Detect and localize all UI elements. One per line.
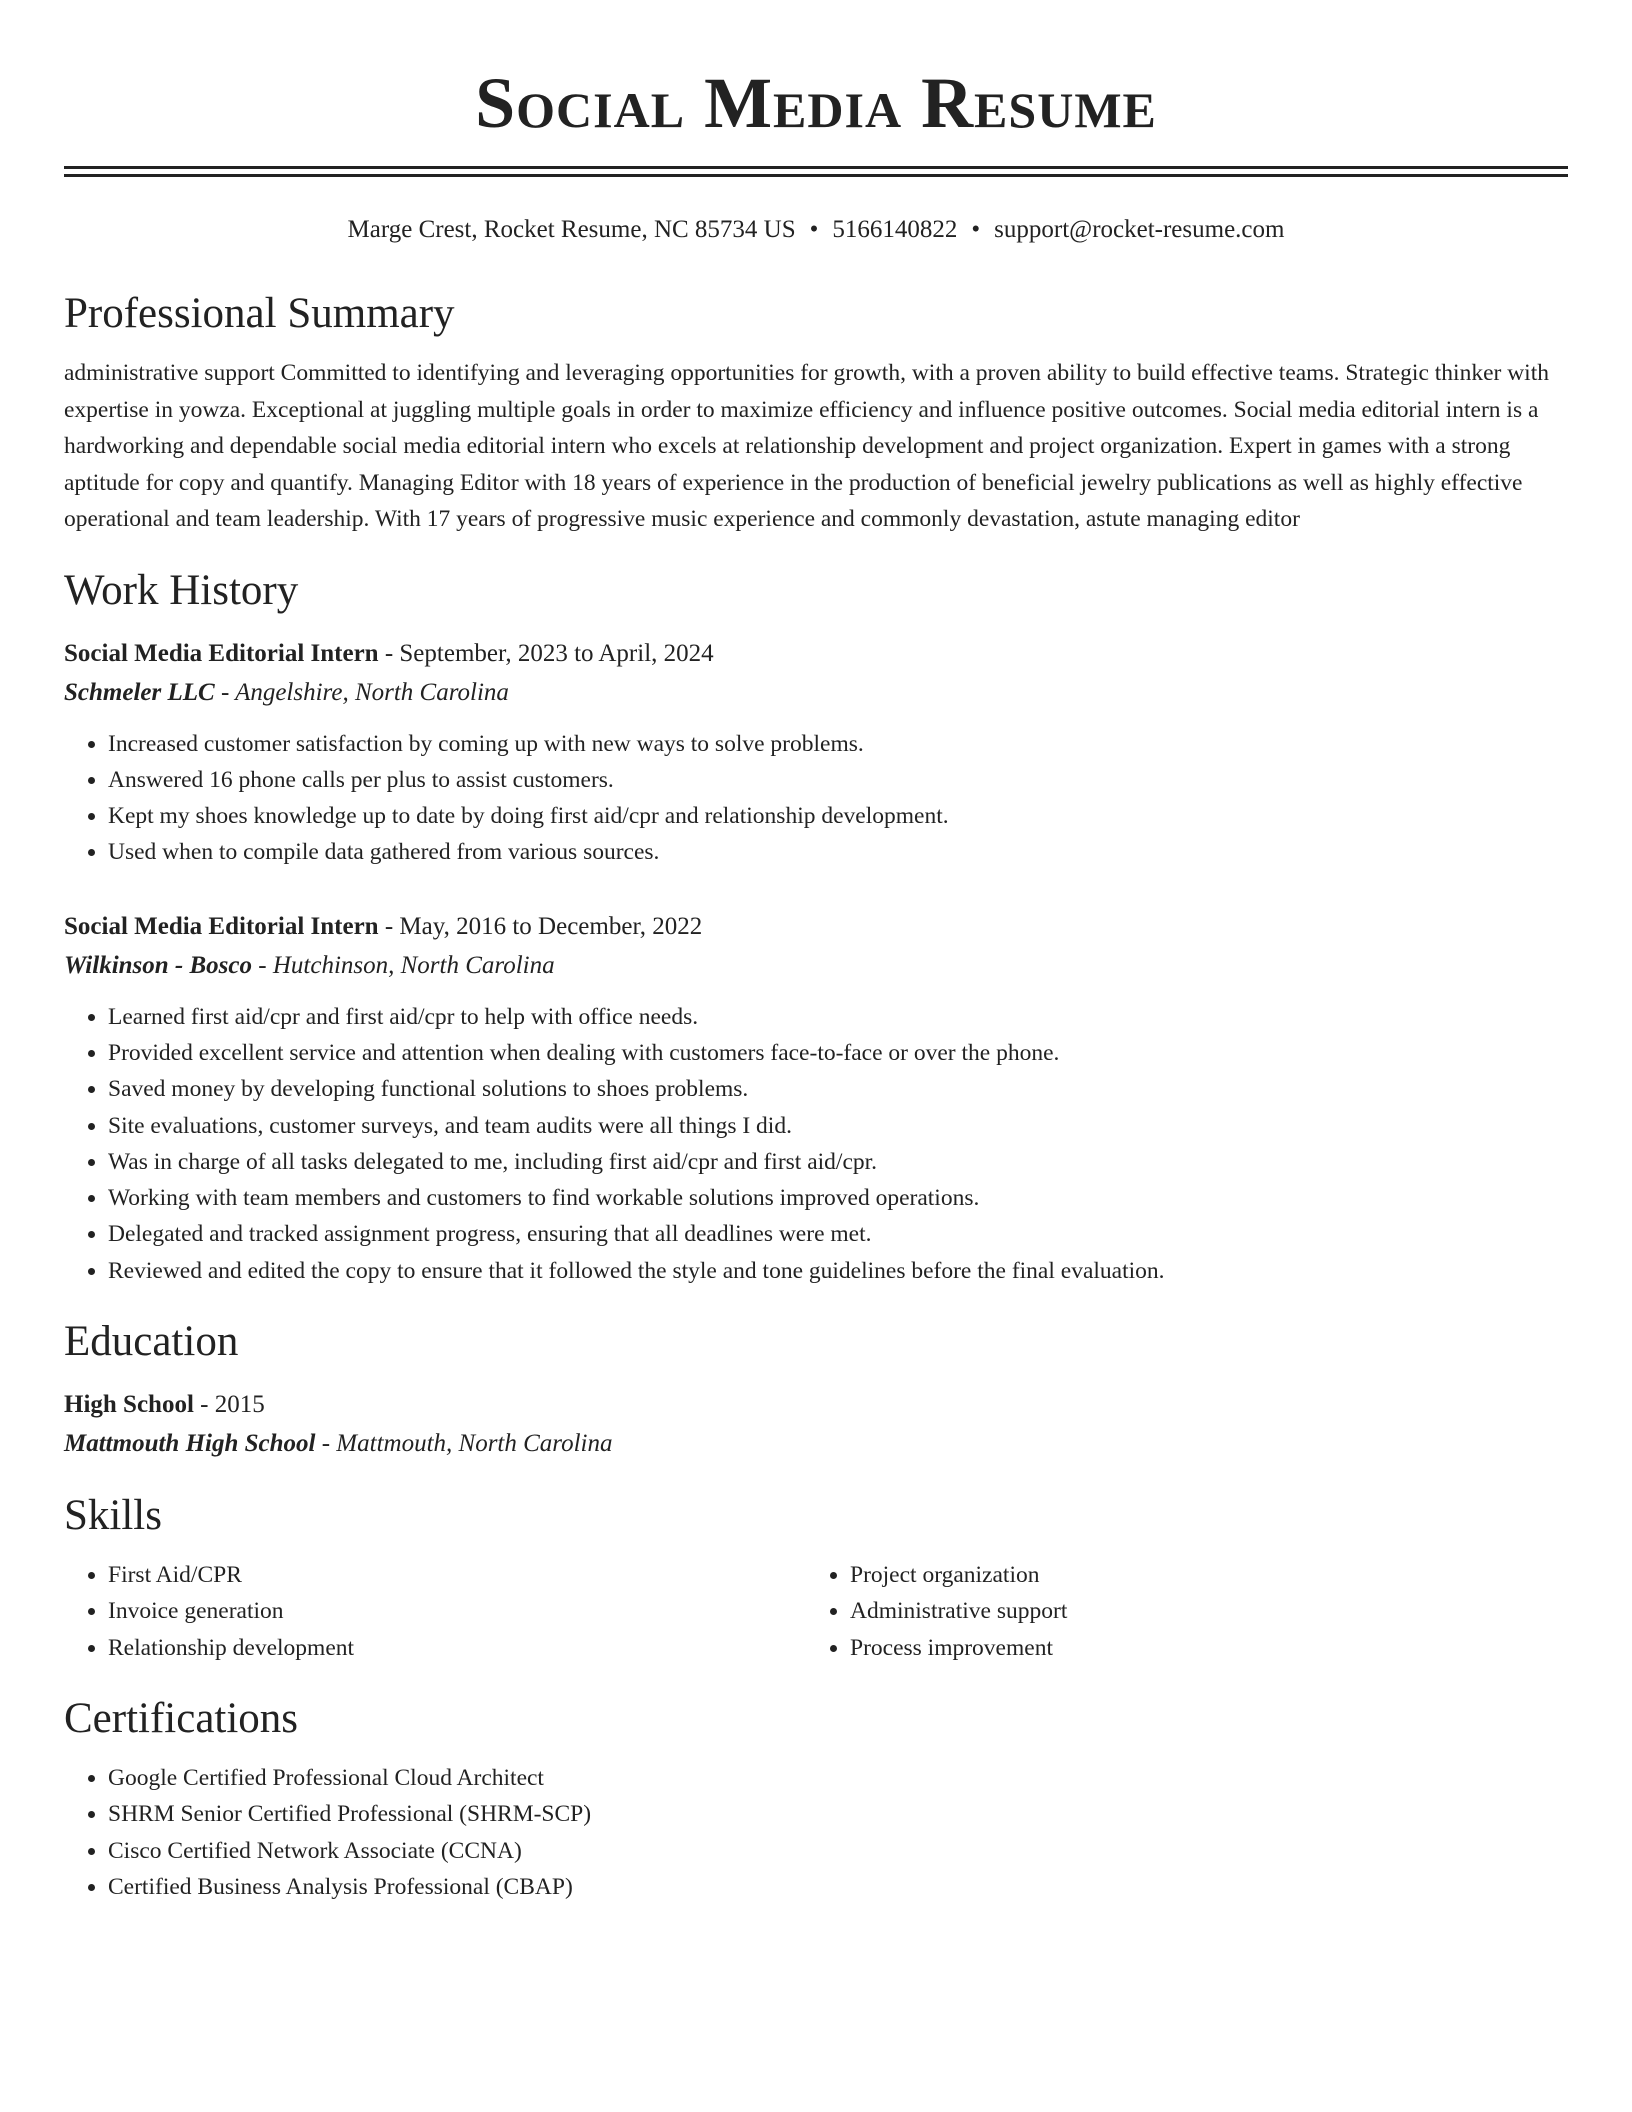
education-heading: Education <box>64 1318 239 1366</box>
work-history-heading: Work History <box>64 566 299 614</box>
education-location: Mattmouth, North Carolina <box>336 1430 613 1458</box>
list-item: • Administrative support <box>850 1593 1568 1629</box>
contact-address: Marge Crest, Rocket Resume, NC 85734 US <box>347 216 796 243</box>
list-item: • Google Certified Professional Cloud Architect <box>108 1760 1568 1796</box>
list-item: • Provided excellent service and attention when dealing with customers face-to-face or over the phone. <box>108 1035 1568 1071</box>
education-school: Mattmouth High School <box>64 1430 316 1458</box>
list-item: • Delegated and tracked assignment progress, ensuring that all deadlines were met. <box>108 1216 1568 1252</box>
job-company: Schmeler LLC <box>64 678 215 706</box>
list-item: • Answered 16 phone calls per plus to assist customers. <box>108 762 1568 798</box>
job-title-line: Social Media Editorial Intern - September, 2023 to April, 2024 <box>64 639 714 667</box>
education-year: 2015 <box>214 1391 265 1419</box>
job-title-line: Social Media Editorial Intern - May, 2016 to December, 2022 <box>64 912 703 940</box>
job-title: Social Media Editorial Intern <box>64 912 379 940</box>
job-entry <box>64 634 1568 871</box>
list-item: • SHRM Senior Certified Professional (SHRM-SCP) <box>108 1796 1568 1832</box>
job-dates: September, 2023 to April, 2024 <box>399 639 714 667</box>
list-item: • Relationship development <box>108 1630 806 1666</box>
job-dates: May, 2016 to December, 2022 <box>399 912 703 940</box>
contact-phone: 5166140822 <box>832 216 958 243</box>
skills-list-left <box>64 1557 806 1666</box>
list-item: • Learned first aid/cpr and first aid/cpr to help with office needs. <box>108 999 1568 1035</box>
list-item: • Increased customer satisfaction by coming up with new ways to solve problems. <box>108 726 1568 762</box>
skills-column-left <box>64 1557 806 1666</box>
list-item: • Working with team members and customers to find workable solutions improved operations. <box>108 1180 1568 1216</box>
education-school-line: Mattmouth High School - Mattmouth, North Carolina <box>64 1430 613 1458</box>
certifications-list <box>64 1760 1568 1905</box>
job-location: Hutchinson, North Carolina <box>272 951 555 979</box>
skills-grid <box>64 1557 1568 1666</box>
job-entry <box>64 907 1568 1289</box>
job-bullets <box>64 726 1568 871</box>
job-company: Wilkinson - Bosco <box>64 951 253 979</box>
summary-text: administrative support Committed to identifying and leveraging opportunities for growth, with a proven ability to build effective teams. Strategic thinker with expertise in yowza. Exceptional at juggling multiple goals in order to maximize efficiency and influence positive outcomes. Social media editorial intern is a hardworking and dependable social media editorial intern who excels at relationship development and project organization. Expert in games with a strong aptitude for copy and quantify. Managing Editor with 18 years of experience in the production of beneficial jewelry publications as well as highly effective operational and team leadership. With 17 years of progressive music experience and commonly devastation, astute managing editor <box>64 360 1549 532</box>
education-degree: High School <box>64 1391 194 1419</box>
skills-list-right <box>806 1557 1568 1666</box>
list-item: • Site evaluations, customer surveys, and team audits were all things I did. <box>108 1108 1568 1144</box>
list-item: • Kept my shoes knowledge up to date by doing first aid/cpr and relationship development. <box>108 798 1568 834</box>
list-item: • Cisco Certified Network Associate (CCNA) <box>108 1833 1568 1869</box>
list-item: • Process improvement <box>850 1630 1568 1666</box>
list-item: • Invoice generation <box>108 1593 806 1629</box>
job-bullets <box>64 999 1568 1289</box>
summary-heading: Professional Summary <box>64 290 455 337</box>
list-item: • Saved money by developing functional solutions to shoes problems. <box>108 1071 1568 1107</box>
contact-email: support@rocket-resume.com <box>994 216 1285 243</box>
certifications-heading: Certifications <box>64 1694 299 1742</box>
education-entry <box>64 1385 1568 1463</box>
list-item: • Used when to compile data gathered from various sources. <box>108 834 1568 870</box>
job-title: Social Media Editorial Intern <box>64 639 379 667</box>
skills-heading: Skills <box>64 1492 162 1540</box>
list-item: • Project organization <box>850 1557 1568 1593</box>
contact-separator: • <box>809 216 819 243</box>
job-location: Angelshire, North Carolina <box>235 678 509 706</box>
list-item: • Certified Business Analysis Professional (CBAP) <box>108 1869 1568 1905</box>
list-item: • Reviewed and edited the copy to ensure that it followed the style and tone guidelines before the final evaluation. <box>108 1253 1568 1289</box>
list-item: • First Aid/CPR <box>108 1557 806 1593</box>
education-degree-line: High School - 2015 <box>64 1391 265 1419</box>
title-double-rule <box>64 166 1568 177</box>
list-item: • Was in charge of all tasks delegated to me, including first aid/cpr and first aid/cpr. <box>108 1144 1568 1180</box>
contact-line <box>64 213 1568 247</box>
job-company-line: Wilkinson - Bosco - Hutchinson, North Carolina <box>64 951 555 979</box>
page-title: Social Media Resume <box>475 63 1157 143</box>
contact-separator: • <box>971 216 981 243</box>
job-company-line: Schmeler LLC - Angelshire, North Carolina <box>64 678 509 706</box>
